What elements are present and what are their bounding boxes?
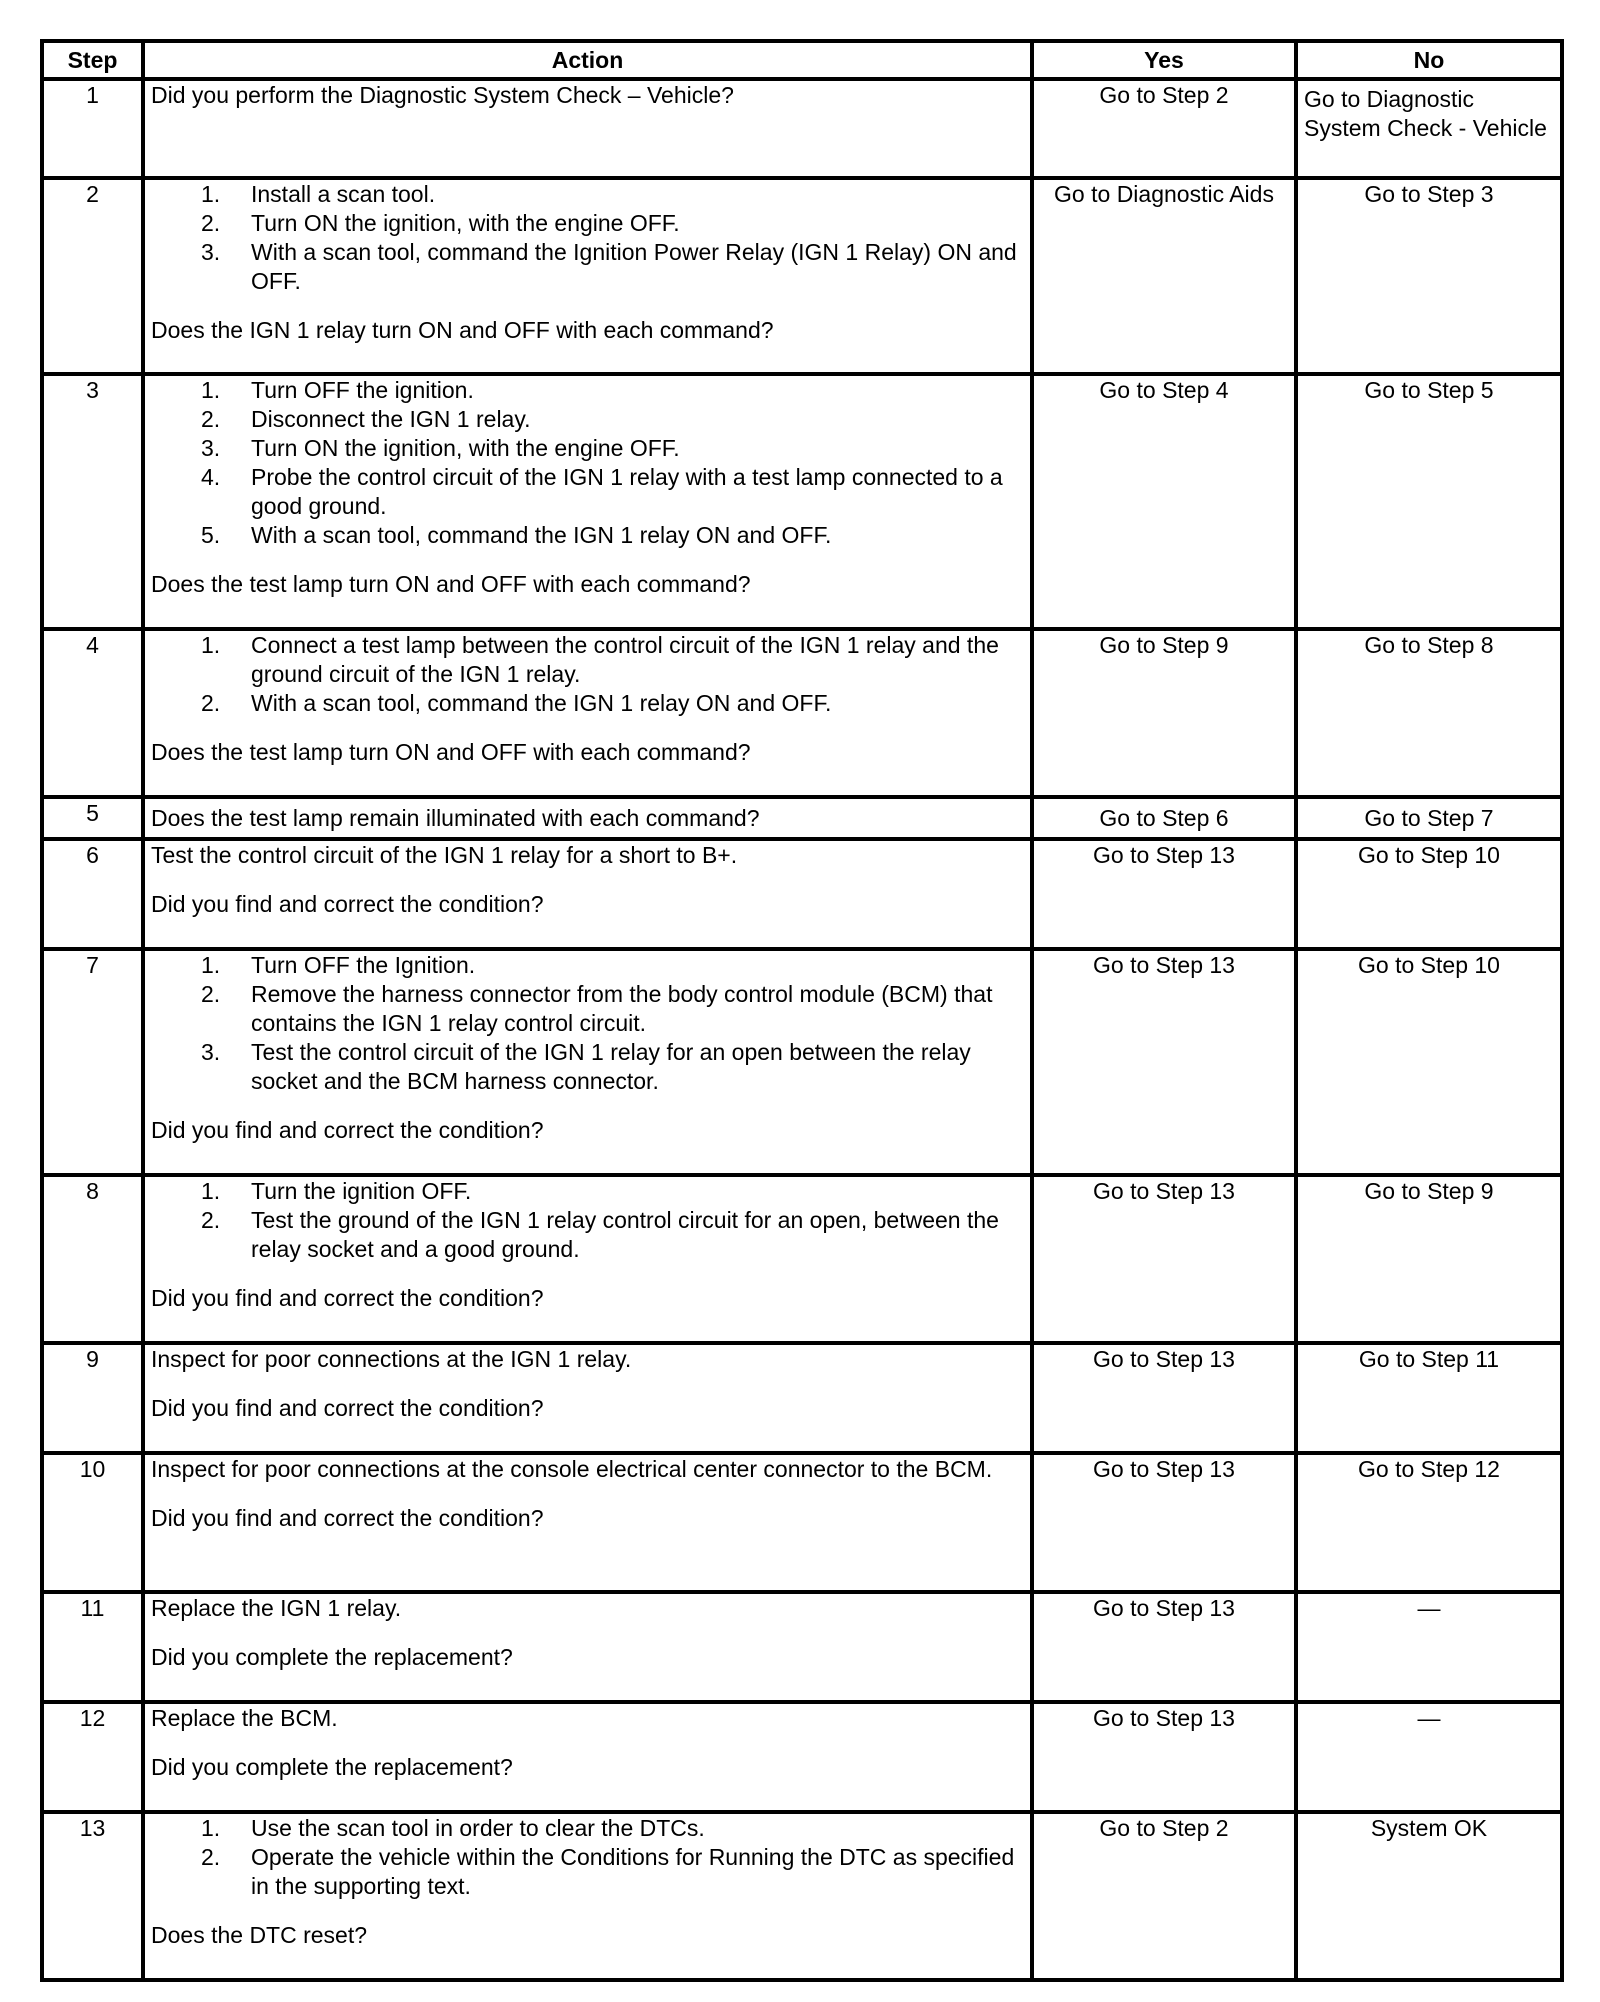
header-yes: Yes [1032, 41, 1296, 79]
header-row [42, 41, 1562, 79]
table-row [42, 1702, 1562, 1812]
action-cell [143, 374, 1032, 629]
yes-cell: Go to Step 13 [1032, 1453, 1296, 1592]
yes-cell: Go to Step 2 [1032, 1812, 1296, 1980]
step-number: 4 [42, 629, 143, 797]
action-question: Does the DTC reset? [151, 1922, 368, 1948]
yes-cell: Go to Step 2 [1032, 79, 1296, 178]
no-cell: Go to Step 12 [1296, 1453, 1562, 1592]
no-cell: Go to Step 10 [1296, 949, 1562, 1175]
step-number: 6 [42, 839, 143, 949]
table-row [42, 797, 1562, 839]
action-cell [143, 1453, 1032, 1592]
no-cell: Go to Step 5 [1296, 374, 1562, 629]
list-item: 4. Probe the control circuit of the IGN 1 relay with a test lamp connected to a good ground. [201, 464, 1003, 519]
step-number: 1 [42, 79, 143, 178]
step-list [151, 1814, 1024, 1901]
list-item: 1. Turn OFF the ignition. [201, 377, 474, 403]
no-cell: Go to Diagnostic System Check - Vehicle [1296, 79, 1562, 178]
action-question: Did you find and correct the condition? [151, 1285, 544, 1311]
action-cell [143, 1175, 1032, 1343]
action-cell [143, 797, 1032, 839]
list-item: 2. Remove the harness connector from the body control module (BCM) that contains the IGN 1 relay control circuit. [201, 981, 993, 1036]
yes-cell: Go to Step 13 [1032, 1702, 1296, 1812]
action-cell [143, 1812, 1032, 1980]
yes-cell: Go to Diagnostic Aids [1032, 178, 1296, 374]
no-cell: Go to Step 8 [1296, 629, 1562, 797]
header-action: Action [143, 41, 1032, 79]
action-cell [143, 839, 1032, 949]
action-text: Test the control circuit of the IGN 1 relay for a short to B+. [151, 842, 738, 868]
table-row [42, 949, 1562, 1175]
action-cell [143, 629, 1032, 797]
list-item: 2. Turn ON the ignition, with the engine OFF. [201, 210, 680, 236]
yes-cell: Go to Step 4 [1032, 374, 1296, 629]
step-list [151, 951, 1024, 1096]
table-row [42, 629, 1562, 797]
no-cell: Go to Step 7 [1296, 797, 1562, 839]
action-cell [143, 1702, 1032, 1812]
action-question: Did you complete the replacement? [151, 1754, 513, 1780]
action-cell [143, 79, 1032, 178]
list-item: 2. Disconnect the IGN 1 relay. [201, 406, 531, 432]
action-question: Did you complete the replacement? [151, 1644, 513, 1670]
yes-cell: Go to Step 13 [1032, 1175, 1296, 1343]
step-number: 5 [42, 797, 143, 839]
list-item: 1. Turn OFF the Ignition. [201, 952, 476, 978]
action-cell [143, 178, 1032, 374]
table-row [42, 374, 1562, 629]
action-question: Does the test lamp turn ON and OFF with each command? [151, 739, 751, 765]
no-cell: System OK [1296, 1812, 1562, 1980]
action-text: Replace the BCM. [151, 1705, 338, 1731]
action-cell [143, 1343, 1032, 1453]
step-number: 8 [42, 1175, 143, 1343]
yes-cell: Go to Step 9 [1032, 629, 1296, 797]
action-question: Does the test lamp turn ON and OFF with each command? [151, 571, 751, 597]
yes-cell: Go to Step 6 [1032, 797, 1296, 839]
step-number: 7 [42, 949, 143, 1175]
header-step: Step [42, 41, 143, 79]
list-item: 1. Turn the ignition OFF. [201, 1178, 472, 1204]
table-row [42, 1343, 1562, 1453]
list-item: 2. Operate the vehicle within the Conditions for Running the DTC as specified in the supporting text. [201, 1844, 1015, 1899]
no-cell: Go to Step 9 [1296, 1175, 1562, 1343]
header-no: No [1296, 41, 1562, 79]
action-text: Inspect for poor connections at the IGN 1 relay. [151, 1346, 632, 1372]
list-item: 1. Use the scan tool in order to clear the DTCs. [201, 1815, 705, 1841]
step-list [151, 631, 1024, 718]
list-item: 2. With a scan tool, command the IGN 1 relay ON and OFF. [201, 690, 832, 716]
list-item: 3. With a scan tool, command the Ignition Power Relay (IGN 1 Relay) ON and OFF. [201, 239, 1017, 294]
table-row [42, 839, 1562, 949]
no-cell: — [1296, 1592, 1562, 1702]
yes-cell: Go to Step 13 [1032, 949, 1296, 1175]
no-cell: Go to Step 3 [1296, 178, 1562, 374]
step-list [151, 1177, 1024, 1264]
list-item: 3. Turn ON the ignition, with the engine OFF. [201, 435, 680, 461]
table-row [42, 1175, 1562, 1343]
action-question: Does the test lamp remain illuminated with each command? [151, 804, 760, 831]
yes-cell: Go to Step 13 [1032, 839, 1296, 949]
diagnostic-table [40, 39, 1564, 1982]
yes-cell: Go to Step 13 [1032, 1592, 1296, 1702]
table-row [42, 1592, 1562, 1702]
no-cell: Go to Step 10 [1296, 839, 1562, 949]
action-cell [143, 949, 1032, 1175]
table-row [42, 178, 1562, 374]
step-number: 2 [42, 178, 143, 374]
action-question: Did you find and correct the condition? [151, 1505, 544, 1531]
step-list [151, 180, 1024, 296]
table-row [42, 79, 1562, 178]
list-item: 5. With a scan tool, command the IGN 1 relay ON and OFF. [201, 522, 832, 548]
action-question: Did you find and correct the condition? [151, 891, 544, 917]
action-question: Did you find and correct the condition? [151, 1117, 544, 1143]
action-text: Inspect for poor connections at the console electrical center connector to the BCM. [151, 1456, 993, 1482]
action-question: Did you find and correct the condition? [151, 1395, 544, 1421]
step-number: 9 [42, 1343, 143, 1453]
step-number: 3 [42, 374, 143, 629]
action-question: Does the IGN 1 relay turn ON and OFF with each command? [151, 317, 774, 343]
step-list [151, 376, 1024, 550]
step-number: 11 [42, 1592, 143, 1702]
step-number: 13 [42, 1812, 143, 1980]
step-number: 10 [42, 1453, 143, 1592]
list-item: 1. Connect a test lamp between the control circuit of the IGN 1 relay and the ground circuit of the IGN 1 relay. [201, 632, 999, 687]
action-cell [143, 1592, 1032, 1702]
table-row [42, 1453, 1562, 1592]
action-text: Did you perform the Diagnostic System Check – Vehicle? [151, 82, 734, 108]
action-text: Replace the IGN 1 relay. [151, 1595, 402, 1621]
step-number: 12 [42, 1702, 143, 1812]
yes-cell: Go to Step 13 [1032, 1343, 1296, 1453]
list-item: 2. Test the ground of the IGN 1 relay control circuit for an open, between the relay socket and a good ground. [201, 1207, 999, 1262]
table-row [42, 1812, 1562, 1980]
no-cell: — [1296, 1702, 1562, 1812]
list-item: 1. Install a scan tool. [201, 181, 436, 207]
list-item: 3. Test the control circuit of the IGN 1 relay for an open between the relay socket and the BCM harness connector. [201, 1039, 971, 1094]
no-cell: Go to Step 11 [1296, 1343, 1562, 1453]
